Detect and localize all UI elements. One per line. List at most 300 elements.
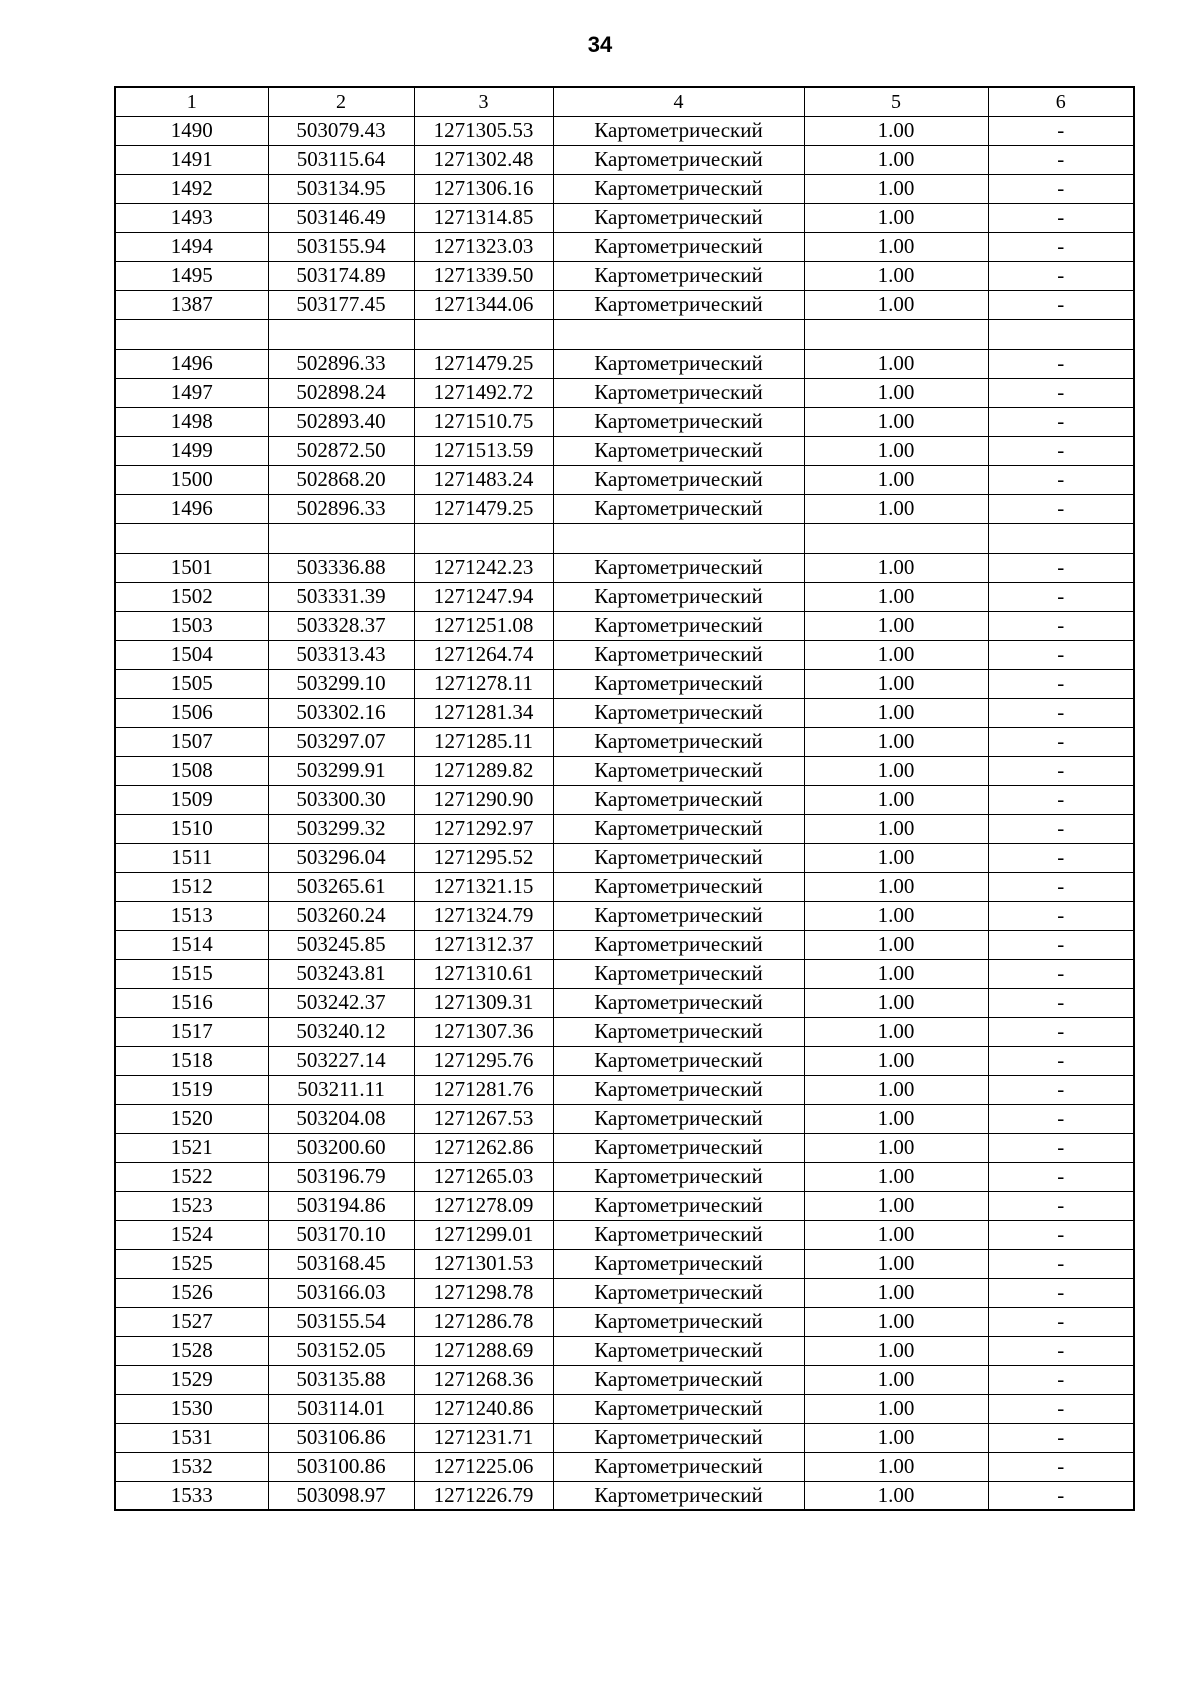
table-cell: 503227.14	[268, 1046, 414, 1075]
table-cell: 1513	[115, 901, 268, 930]
table-cell: 1518	[115, 1046, 268, 1075]
table-cell: 1387	[115, 290, 268, 319]
table-cell: 1505	[115, 669, 268, 698]
table-row	[115, 1365, 1134, 1394]
table-cell: 1.00	[804, 407, 988, 436]
table-cell: 1530	[115, 1394, 268, 1423]
separator-row	[115, 523, 1134, 553]
table-cell: -	[988, 930, 1134, 959]
table-cell: Картометрический	[553, 1162, 804, 1191]
table-cell: 1271268.36	[414, 1365, 553, 1394]
table-cell: 1.00	[804, 290, 988, 319]
table-row	[115, 843, 1134, 872]
empty-cell	[268, 523, 414, 553]
table-cell: 502872.50	[268, 436, 414, 465]
table-cell: 1271309.31	[414, 988, 553, 1017]
table-cell: 1271242.23	[414, 553, 553, 582]
table-row	[115, 1133, 1134, 1162]
table-cell: 1511	[115, 843, 268, 872]
table-row	[115, 640, 1134, 669]
table-cell: 503243.81	[268, 959, 414, 988]
table-cell: 1271492.72	[414, 378, 553, 407]
table-cell: Картометрический	[553, 1046, 804, 1075]
table-cell: 1271288.69	[414, 1336, 553, 1365]
table-cell: -	[988, 232, 1134, 261]
table-cell: 1510	[115, 814, 268, 843]
table-cell: 503297.07	[268, 727, 414, 756]
table-cell: 1.00	[804, 116, 988, 145]
table-cell: Картометрический	[553, 930, 804, 959]
table-cell: -	[988, 553, 1134, 582]
table-cell: 1532	[115, 1452, 268, 1481]
table-cell: 1.00	[804, 785, 988, 814]
table-cell: 1498	[115, 407, 268, 436]
table-cell: Картометрический	[553, 174, 804, 203]
table-cell: Картометрический	[553, 290, 804, 319]
table-cell: 503114.01	[268, 1394, 414, 1423]
table-cell: Картометрический	[553, 1191, 804, 1220]
table-cell: 1271290.90	[414, 785, 553, 814]
table-cell: 1.00	[804, 1394, 988, 1423]
table-cell: -	[988, 1336, 1134, 1365]
column-header: 4	[553, 87, 804, 116]
table-row	[115, 872, 1134, 901]
table-cell: Картометрический	[553, 727, 804, 756]
table-cell: Картометрический	[553, 1452, 804, 1481]
table-cell: 1533	[115, 1481, 268, 1510]
table-row	[115, 1278, 1134, 1307]
table-cell: -	[988, 407, 1134, 436]
table-row	[115, 1220, 1134, 1249]
table-cell: Картометрический	[553, 1481, 804, 1510]
table-cell: 1508	[115, 756, 268, 785]
empty-cell	[414, 523, 553, 553]
table-cell: 1271302.48	[414, 145, 553, 174]
page-number: 34	[587, 32, 613, 57]
table-cell: 1271247.94	[414, 582, 553, 611]
table-cell: -	[988, 1278, 1134, 1307]
table-cell: -	[988, 959, 1134, 988]
table-cell: 1271289.82	[414, 756, 553, 785]
table-row	[115, 1481, 1134, 1510]
table-cell: Картометрический	[553, 553, 804, 582]
table-cell: Картометрический	[553, 1075, 804, 1104]
table-cell: 1.00	[804, 1365, 988, 1394]
table-row	[115, 582, 1134, 611]
table-row	[115, 465, 1134, 494]
table-cell: 1.00	[804, 494, 988, 523]
table-cell: 1271267.53	[414, 1104, 553, 1133]
table-row	[115, 174, 1134, 203]
table-cell: -	[988, 1481, 1134, 1510]
empty-cell	[804, 319, 988, 349]
table-cell: 1.00	[804, 1162, 988, 1191]
table-cell: 1519	[115, 1075, 268, 1104]
table-cell: 1.00	[804, 436, 988, 465]
table-cell: 1271299.01	[414, 1220, 553, 1249]
table-cell: Картометрический	[553, 959, 804, 988]
table-cell: 1271301.53	[414, 1249, 553, 1278]
table-cell: 1271298.78	[414, 1278, 553, 1307]
table-cell: 503170.10	[268, 1220, 414, 1249]
table-cell: 502896.33	[268, 494, 414, 523]
table-cell: 1490	[115, 116, 268, 145]
table-cell: 1.00	[804, 378, 988, 407]
table-cell: Картометрический	[553, 1307, 804, 1336]
table-cell: -	[988, 756, 1134, 785]
table-cell: -	[988, 1017, 1134, 1046]
table-cell: -	[988, 116, 1134, 145]
table-cell: Картометрический	[553, 465, 804, 494]
table-cell: Картометрический	[553, 814, 804, 843]
table-cell: Картометрический	[553, 988, 804, 1017]
table-cell: Картометрический	[553, 436, 804, 465]
table-cell: 1271339.50	[414, 261, 553, 290]
table-cell: 503098.97	[268, 1481, 414, 1510]
table-cell: -	[988, 494, 1134, 523]
table-cell: 503302.16	[268, 698, 414, 727]
table-cell: 503313.43	[268, 640, 414, 669]
table-cell: 1.00	[804, 727, 988, 756]
table-cell: -	[988, 785, 1134, 814]
table-cell: Картометрический	[553, 378, 804, 407]
table-cell: 1.00	[804, 1452, 988, 1481]
table-cell: 1531	[115, 1423, 268, 1452]
table-cell: 1271312.37	[414, 930, 553, 959]
table-cell: Картометрический	[553, 1017, 804, 1046]
table-row	[115, 494, 1134, 523]
table-cell: 1502	[115, 582, 268, 611]
table-cell: 502868.20	[268, 465, 414, 494]
table-cell: 1271314.85	[414, 203, 553, 232]
table-cell: 503245.85	[268, 930, 414, 959]
table-cell: 1.00	[804, 1423, 988, 1452]
table-cell: 1494	[115, 232, 268, 261]
empty-cell	[268, 319, 414, 349]
table-cell: 1520	[115, 1104, 268, 1133]
empty-cell	[804, 523, 988, 553]
table-cell: 1496	[115, 494, 268, 523]
table-cell: 1496	[115, 349, 268, 378]
table-cell: 1529	[115, 1365, 268, 1394]
table-cell: 1.00	[804, 1046, 988, 1075]
table-cell: 503106.86	[268, 1423, 414, 1452]
table-cell: -	[988, 1249, 1134, 1278]
header-row	[115, 87, 1134, 116]
table-cell: Картометрический	[553, 232, 804, 261]
table-cell: 1528	[115, 1336, 268, 1365]
table-cell: -	[988, 436, 1134, 465]
table-cell: Картометрический	[553, 116, 804, 145]
empty-cell	[414, 319, 553, 349]
table-cell: 1271264.74	[414, 640, 553, 669]
table-cell: Картометрический	[553, 1336, 804, 1365]
table-cell: 1.00	[804, 582, 988, 611]
table-cell: Картометрический	[553, 1394, 804, 1423]
table-cell: 1.00	[804, 611, 988, 640]
table-cell: Картометрический	[553, 203, 804, 232]
table-cell: 503135.88	[268, 1365, 414, 1394]
table-cell: 1271295.52	[414, 843, 553, 872]
column-header: 1	[115, 87, 268, 116]
table-cell: Картометрический	[553, 872, 804, 901]
table-cell: -	[988, 1394, 1134, 1423]
table-cell: -	[988, 1133, 1134, 1162]
table-cell: 1.00	[804, 843, 988, 872]
table-cell: 1517	[115, 1017, 268, 1046]
table-cell: Картометрический	[553, 1133, 804, 1162]
empty-cell	[553, 523, 804, 553]
separator-row	[115, 319, 1134, 349]
table-cell: 1271321.15	[414, 872, 553, 901]
table-cell: 503155.94	[268, 232, 414, 261]
table-row	[115, 959, 1134, 988]
table-cell: 503115.64	[268, 145, 414, 174]
table-cell: 503328.37	[268, 611, 414, 640]
table-cell: 503204.08	[268, 1104, 414, 1133]
table-row	[115, 1307, 1134, 1336]
table-cell: 1497	[115, 378, 268, 407]
table-cell: Картометрический	[553, 640, 804, 669]
table-cell: 1.00	[804, 959, 988, 988]
table-cell: 1493	[115, 203, 268, 232]
table-cell: 503299.91	[268, 756, 414, 785]
table-cell: -	[988, 1423, 1134, 1452]
table-cell: Картометрический	[553, 1249, 804, 1278]
table-cell: 1271324.79	[414, 901, 553, 930]
table-row	[115, 1394, 1134, 1423]
table-cell: -	[988, 901, 1134, 930]
table-cell: 503240.12	[268, 1017, 414, 1046]
table-cell: 1271286.78	[414, 1307, 553, 1336]
column-header: 3	[414, 87, 553, 116]
table-cell: 1271510.75	[414, 407, 553, 436]
table-cell: -	[988, 640, 1134, 669]
table-row	[115, 116, 1134, 145]
table-cell: 1271479.25	[414, 494, 553, 523]
table-cell: 1271225.06	[414, 1452, 553, 1481]
table-cell: Картометрический	[553, 611, 804, 640]
table-cell: 1271306.16	[414, 174, 553, 203]
table-cell: 1271305.53	[414, 116, 553, 145]
table-cell: Картометрический	[553, 145, 804, 174]
table-cell: 1499	[115, 436, 268, 465]
table-row	[115, 785, 1134, 814]
table-cell: 503331.39	[268, 582, 414, 611]
table-cell: 503300.30	[268, 785, 414, 814]
empty-cell	[115, 523, 268, 553]
table-cell: 1.00	[804, 930, 988, 959]
table-cell: 503152.05	[268, 1336, 414, 1365]
table-cell: 1271281.76	[414, 1075, 553, 1104]
table-cell: 503299.32	[268, 814, 414, 843]
empty-cell	[553, 319, 804, 349]
table-row	[115, 1104, 1134, 1133]
table-cell: Картометрический	[553, 756, 804, 785]
table-cell: 1.00	[804, 1075, 988, 1104]
table-cell: -	[988, 1075, 1134, 1104]
table-cell: 503174.89	[268, 261, 414, 290]
table-cell: -	[988, 1162, 1134, 1191]
table-cell: -	[988, 669, 1134, 698]
table-cell: 1.00	[804, 1133, 988, 1162]
table-cell: 1524	[115, 1220, 268, 1249]
table-cell: 503196.79	[268, 1162, 414, 1191]
table-cell: 1271231.71	[414, 1423, 553, 1452]
table-cell: -	[988, 814, 1134, 843]
table-cell: -	[988, 290, 1134, 319]
table-cell: Картометрический	[553, 261, 804, 290]
table-cell: 503166.03	[268, 1278, 414, 1307]
table-cell: 1.00	[804, 669, 988, 698]
table-header	[115, 87, 1134, 116]
table-cell: 503134.95	[268, 174, 414, 203]
table-cell: -	[988, 1220, 1134, 1249]
table-row	[115, 1075, 1134, 1104]
table-cell: 1495	[115, 261, 268, 290]
table-cell: Картометрический	[553, 785, 804, 814]
table-cell: 503299.10	[268, 669, 414, 698]
table-cell: 1271479.25	[414, 349, 553, 378]
table-cell: 1492	[115, 174, 268, 203]
table-cell: 1271310.61	[414, 959, 553, 988]
table-cell: 1.00	[804, 1191, 988, 1220]
table-cell: 1271292.97	[414, 814, 553, 843]
table-cell: 1271513.59	[414, 436, 553, 465]
table-row	[115, 1162, 1134, 1191]
table-cell: 1522	[115, 1162, 268, 1191]
table-cell: Картометрический	[553, 1220, 804, 1249]
table-cell: 502893.40	[268, 407, 414, 436]
table-cell: 1509	[115, 785, 268, 814]
table-cell: -	[988, 1046, 1134, 1075]
table-cell: 1.00	[804, 1220, 988, 1249]
table-cell: 503242.37	[268, 988, 414, 1017]
table-cell: 1.00	[804, 349, 988, 378]
table-cell: Картометрический	[553, 349, 804, 378]
table-row	[115, 232, 1134, 261]
table-cell: -	[988, 1191, 1134, 1220]
table-cell: 1506	[115, 698, 268, 727]
table-body	[115, 116, 1134, 1510]
table-cell: 1.00	[804, 872, 988, 901]
table-cell: 503296.04	[268, 843, 414, 872]
table-cell: 1.00	[804, 1104, 988, 1133]
table-row	[115, 145, 1134, 174]
table-cell: 1271295.76	[414, 1046, 553, 1075]
table-cell: 1.00	[804, 1307, 988, 1336]
table-cell: 1504	[115, 640, 268, 669]
table-row	[115, 290, 1134, 319]
table-cell: 1515	[115, 959, 268, 988]
table-cell: 1.00	[804, 988, 988, 1017]
table-cell: 1271278.11	[414, 669, 553, 698]
table-cell: -	[988, 988, 1134, 1017]
table-cell: 1516	[115, 988, 268, 1017]
column-header: 6	[988, 87, 1134, 116]
table-cell: Картометрический	[553, 1278, 804, 1307]
table-cell: 503260.24	[268, 901, 414, 930]
empty-cell	[988, 319, 1134, 349]
table-cell: 502898.24	[268, 378, 414, 407]
table-row	[115, 1452, 1134, 1481]
table-cell: Картометрический	[553, 1365, 804, 1394]
table-cell: 1491	[115, 145, 268, 174]
table-row	[115, 261, 1134, 290]
table-cell: -	[988, 1365, 1134, 1394]
table-row	[115, 436, 1134, 465]
table-row	[115, 1191, 1134, 1220]
table-cell: -	[988, 698, 1134, 727]
table-cell: 503194.86	[268, 1191, 414, 1220]
table-cell: 503177.45	[268, 290, 414, 319]
table-cell: 1271281.34	[414, 698, 553, 727]
table-cell: 1271251.08	[414, 611, 553, 640]
table-cell: -	[988, 174, 1134, 203]
table-cell: 1271265.03	[414, 1162, 553, 1191]
table-cell: 503336.88	[268, 553, 414, 582]
table-cell: 503100.86	[268, 1452, 414, 1481]
table-cell: 1.00	[804, 1249, 988, 1278]
table-cell: Картометрический	[553, 494, 804, 523]
table-row	[115, 1423, 1134, 1452]
table-cell: Картометрический	[553, 1423, 804, 1452]
table-cell: 1271226.79	[414, 1481, 553, 1510]
table-cell: 1.00	[804, 698, 988, 727]
table-cell: -	[988, 1452, 1134, 1481]
table-row	[115, 553, 1134, 582]
table-cell: 1501	[115, 553, 268, 582]
table-cell: -	[988, 1104, 1134, 1133]
table-cell: 503265.61	[268, 872, 414, 901]
table-cell: 1271344.06	[414, 290, 553, 319]
table-row	[115, 1017, 1134, 1046]
table-cell: 1525	[115, 1249, 268, 1278]
table-cell: 1527	[115, 1307, 268, 1336]
table-cell: 1271323.03	[414, 232, 553, 261]
table-cell: 1271278.09	[414, 1191, 553, 1220]
table-cell: -	[988, 727, 1134, 756]
table-row	[115, 611, 1134, 640]
table-cell: 1.00	[804, 814, 988, 843]
table-cell: 1512	[115, 872, 268, 901]
table-cell: 1271285.11	[414, 727, 553, 756]
table-cell: Картометрический	[553, 669, 804, 698]
table-cell: 1507	[115, 727, 268, 756]
table-cell: -	[988, 872, 1134, 901]
table-row	[115, 349, 1134, 378]
table-row	[115, 988, 1134, 1017]
table-cell: 1521	[115, 1133, 268, 1162]
table-row	[115, 1249, 1134, 1278]
table-row	[115, 1336, 1134, 1365]
coordinates-table	[114, 86, 1135, 1511]
table-row	[115, 814, 1134, 843]
table-cell: -	[988, 843, 1134, 872]
table-cell: -	[988, 378, 1134, 407]
table-cell: 1.00	[804, 232, 988, 261]
table-row	[115, 669, 1134, 698]
table-cell: 1.00	[804, 1336, 988, 1365]
table-cell: 1500	[115, 465, 268, 494]
table-row	[115, 698, 1134, 727]
table-cell: Картометрический	[553, 843, 804, 872]
empty-cell	[115, 319, 268, 349]
table-cell: -	[988, 1307, 1134, 1336]
table-cell: 1271483.24	[414, 465, 553, 494]
table-cell: 503155.54	[268, 1307, 414, 1336]
table-cell: 1.00	[804, 1278, 988, 1307]
